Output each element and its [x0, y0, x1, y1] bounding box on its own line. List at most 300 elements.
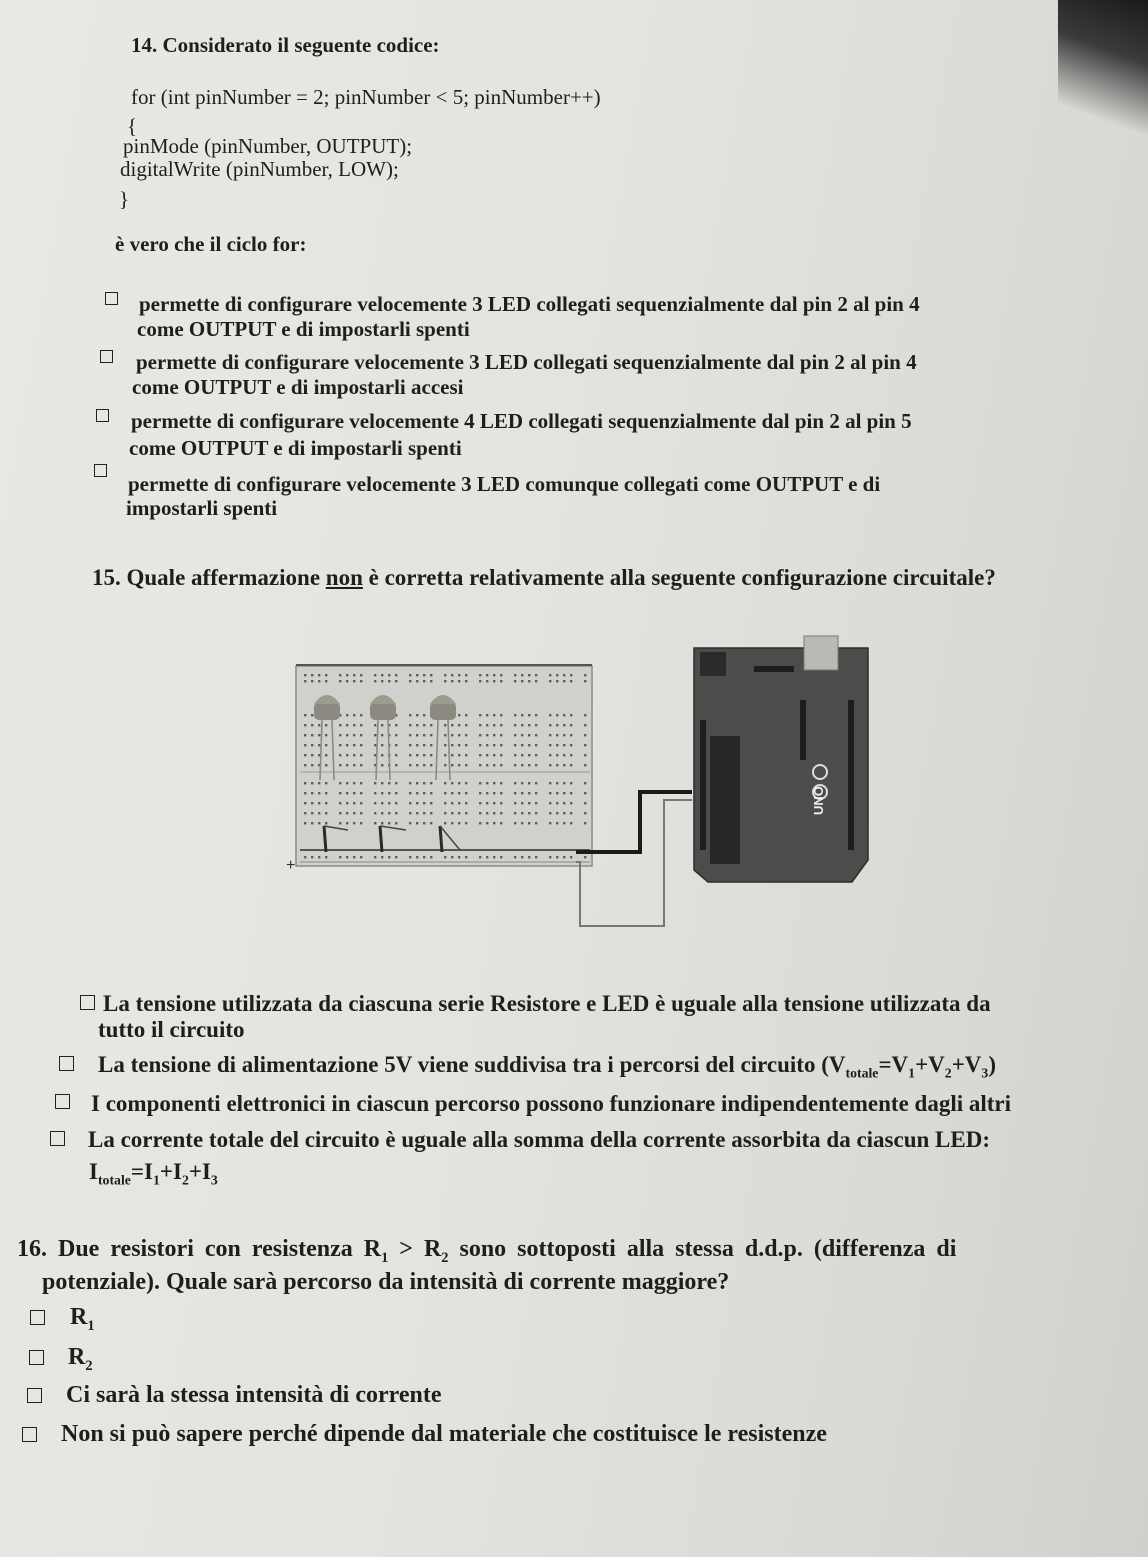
- breadboard-hole: [556, 674, 558, 676]
- breadboard-hole: [479, 792, 481, 794]
- breadboard-hole: [346, 764, 348, 766]
- breadboard-hole: [521, 822, 523, 824]
- breadboard-hole: [535, 674, 537, 676]
- breadboard-hole: [570, 734, 572, 736]
- breadboard-hole: [346, 792, 348, 794]
- breadboard-hole: [570, 754, 572, 756]
- breadboard-hole: [416, 754, 418, 756]
- breadboard-hole: [311, 764, 313, 766]
- breadboard-hole: [444, 724, 446, 726]
- breadboard-hole: [430, 812, 432, 814]
- breadboard-hole: [514, 856, 516, 858]
- breadboard-hole: [514, 734, 516, 736]
- breadboard-hole: [360, 822, 362, 824]
- q15-option-c-text: I componenti elettronici in ciascun percorso possono funzionare indipendentemente dagli altri: [91, 1091, 1012, 1116]
- breadboard-hole: [381, 822, 383, 824]
- breadboard-hole: [570, 802, 572, 804]
- breadboard-hole: [521, 714, 523, 716]
- breadboard-hole: [493, 680, 495, 682]
- breadboard-hole: [416, 822, 418, 824]
- breadboard-hole: [353, 822, 355, 824]
- breadboard-hole: [311, 724, 313, 726]
- breadboard-hole: [409, 754, 411, 756]
- q14-option-1-line-2: come OUTPUT e di impostarli spenti: [137, 317, 470, 341]
- breadboard-hole: [556, 764, 558, 766]
- breadboard-hole: [318, 856, 320, 858]
- breadboard-hole: [360, 856, 362, 858]
- breadboard-hole: [584, 764, 586, 766]
- q15-option-c-checkbox[interactable]: [55, 1094, 70, 1109]
- breadboard-hole: [430, 822, 432, 824]
- breadboard-hole: [430, 802, 432, 804]
- breadboard-hole: [311, 744, 313, 746]
- breadboard-hole: [416, 714, 418, 716]
- breadboard-hole: [479, 674, 481, 676]
- breadboard-hole: [570, 674, 572, 676]
- breadboard-hole: [493, 822, 495, 824]
- breadboard-hole: [486, 680, 488, 682]
- breadboard-hole: [346, 822, 348, 824]
- breadboard-hole: [444, 856, 446, 858]
- breadboard-hole: [339, 792, 341, 794]
- breadboard-hole: [549, 792, 551, 794]
- breadboard-hole: [584, 754, 586, 756]
- breadboard-hole: [339, 822, 341, 824]
- breadboard-hole: [339, 764, 341, 766]
- breadboard-hole: [416, 734, 418, 736]
- breadboard-hole: [500, 856, 502, 858]
- breadboard-hole: [479, 764, 481, 766]
- breadboard-hole: [318, 812, 320, 814]
- breadboard-hole: [500, 680, 502, 682]
- breadboard-hole: [528, 680, 530, 682]
- breadboard-hole: [563, 714, 565, 716]
- breadboard-hole: [395, 724, 397, 726]
- breadboard-hole: [528, 724, 530, 726]
- breadboard-hole: [339, 680, 341, 682]
- breadboard-hole: [549, 744, 551, 746]
- breadboard-hole: [325, 744, 327, 746]
- breadboard-hole: [311, 734, 313, 736]
- breadboard-hole: [353, 734, 355, 736]
- breadboard-hole: [465, 822, 467, 824]
- breadboard-hole: [325, 764, 327, 766]
- breadboard-hole: [528, 744, 530, 746]
- breadboard-hole: [584, 856, 586, 858]
- breadboard-hole: [563, 744, 565, 746]
- breadboard-hole: [311, 754, 313, 756]
- breadboard-hole: [451, 812, 453, 814]
- breadboard-hole: [395, 744, 397, 746]
- breadboard-hole: [444, 764, 446, 766]
- breadboard-hole: [360, 802, 362, 804]
- breadboard-hole: [458, 856, 460, 858]
- breadboard-hole: [563, 782, 565, 784]
- breadboard-hole: [556, 792, 558, 794]
- breadboard-hole: [528, 714, 530, 716]
- breadboard-hole: [304, 782, 306, 784]
- breadboard-hole: [423, 822, 425, 824]
- breadboard-hole: [570, 680, 572, 682]
- breadboard-hole: [535, 802, 537, 804]
- breadboard-hole: [304, 734, 306, 736]
- breadboard-hole: [381, 734, 383, 736]
- breadboard-hole: [584, 744, 586, 746]
- breadboard-hole: [556, 714, 558, 716]
- breadboard-hole: [339, 724, 341, 726]
- breadboard-hole: [458, 812, 460, 814]
- breadboard-hole: [430, 782, 432, 784]
- breadboard-hole: [479, 812, 481, 814]
- breadboard-hole: [325, 724, 327, 726]
- breadboard-hole: [570, 744, 572, 746]
- breadboard-hole: [409, 856, 411, 858]
- breadboard-hole: [584, 734, 586, 736]
- breadboard-hole: [423, 714, 425, 716]
- breadboard-hole: [325, 754, 327, 756]
- breadboard-hole: [570, 782, 572, 784]
- q16-option-d-checkbox[interactable]: [22, 1427, 37, 1442]
- circuit-diagram: [280, 630, 880, 935]
- breadboard-hole: [479, 782, 481, 784]
- breadboard-hole: [444, 792, 446, 794]
- breadboard-hole: [395, 674, 397, 676]
- breadboard-hole: [381, 856, 383, 858]
- breadboard-hole: [500, 782, 502, 784]
- breadboard-hole: [479, 734, 481, 736]
- breadboard-hole: [528, 674, 530, 676]
- q16-title-line-2: potenziale). Quale sarà percorso da intensità di corrente maggiore?: [42, 1269, 730, 1295]
- breadboard-hole: [528, 822, 530, 824]
- breadboard-hole: [423, 744, 425, 746]
- breadboard-hole: [339, 802, 341, 804]
- breadboard-hole: [430, 680, 432, 682]
- breadboard-hole: [493, 856, 495, 858]
- breadboard-hole: [563, 856, 565, 858]
- breadboard-hole: [416, 812, 418, 814]
- breadboard-hole: [514, 714, 516, 716]
- breadboard-hole: [423, 792, 425, 794]
- breadboard-hole: [535, 792, 537, 794]
- q16-option-c-checkbox[interactable]: [27, 1388, 42, 1403]
- breadboard-hole: [339, 782, 341, 784]
- breadboard-hole: [563, 764, 565, 766]
- breadboard-hole: [416, 674, 418, 676]
- breadboard-hole: [563, 734, 565, 736]
- breadboard-hole: [549, 674, 551, 676]
- breadboard-hole: [304, 822, 306, 824]
- breadboard-hole: [549, 802, 551, 804]
- breadboard-hole: [304, 680, 306, 682]
- breadboard-hole: [360, 812, 362, 814]
- breadboard-hole: [318, 734, 320, 736]
- breadboard-hole: [556, 802, 558, 804]
- page-corner-shadow: [1058, 0, 1148, 150]
- breadboard-hole: [451, 822, 453, 824]
- breadboard-hole: [444, 744, 446, 746]
- breadboard-hole: [549, 724, 551, 726]
- breadboard-hole: [479, 802, 481, 804]
- breadboard-hole: [465, 674, 467, 676]
- breadboard-hole: [353, 792, 355, 794]
- breadboard-hole: [514, 674, 516, 676]
- breadboard-hole: [409, 724, 411, 726]
- q14-title: 14. Considerato il seguente codice:: [131, 33, 440, 57]
- atmega-chip: [710, 736, 740, 864]
- breadboard-hole: [346, 802, 348, 804]
- q15-option-d-checkbox[interactable]: [50, 1131, 65, 1146]
- breadboard-hole: [353, 744, 355, 746]
- q16-option-r1-checkbox[interactable]: [30, 1310, 45, 1325]
- breadboard-hole: [535, 764, 537, 766]
- breadboard-hole: [493, 812, 495, 814]
- breadboard-hole: [486, 674, 488, 676]
- breadboard-hole: [584, 724, 586, 726]
- breadboard-hole: [500, 822, 502, 824]
- breadboard-hole: [535, 680, 537, 682]
- breadboard-hole: [465, 802, 467, 804]
- breadboard-hole: [458, 674, 460, 676]
- q15-option-b-checkbox[interactable]: [59, 1056, 74, 1071]
- breadboard-hole: [458, 744, 460, 746]
- breadboard-hole: [584, 782, 586, 784]
- breadboard-hole: [500, 792, 502, 794]
- breadboard-hole: [514, 744, 516, 746]
- breadboard-hole: [493, 754, 495, 756]
- breadboard-hole: [584, 802, 586, 804]
- breadboard-hole: [388, 782, 390, 784]
- breadboard-hole: [584, 792, 586, 794]
- breadboard-hole: [458, 680, 460, 682]
- q14-option-3-checkbox[interactable]: [96, 409, 109, 422]
- wire-grey: [576, 800, 692, 926]
- breadboard-hole: [521, 674, 523, 676]
- breadboard-hole: [360, 764, 362, 766]
- breadboard-hole: [374, 744, 376, 746]
- breadboard-hole: [521, 856, 523, 858]
- breadboard-hole: [570, 856, 572, 858]
- breadboard-hole: [346, 714, 348, 716]
- breadboard-hole: [395, 782, 397, 784]
- breadboard-hole: [549, 812, 551, 814]
- breadboard-hole: [465, 680, 467, 682]
- breadboard-hole: [549, 714, 551, 716]
- breadboard-hole: [381, 812, 383, 814]
- breadboard-hole: [444, 812, 446, 814]
- breadboard-hole: [451, 734, 453, 736]
- breadboard-hole: [479, 822, 481, 824]
- q16-option-r2-checkbox[interactable]: [29, 1350, 44, 1365]
- q14-prompt: è vero che il ciclo for:: [115, 232, 307, 256]
- breadboard-hole: [416, 856, 418, 858]
- breadboard-hole: [353, 714, 355, 716]
- breadboard-hole: [423, 724, 425, 726]
- breadboard-hole: [304, 674, 306, 676]
- breadboard-hole: [514, 802, 516, 804]
- breadboard-hole: [535, 714, 537, 716]
- breadboard-hole: [374, 724, 376, 726]
- breadboard-hole: [535, 856, 537, 858]
- breadboard-hole: [570, 714, 572, 716]
- breadboard-hole: [423, 782, 425, 784]
- breadboard-hole: [325, 680, 327, 682]
- breadboard-hole: [465, 782, 467, 784]
- breadboard-hole: [528, 782, 530, 784]
- breadboard-hole: [514, 812, 516, 814]
- breadboard-hole: [556, 754, 558, 756]
- breadboard-hole: [409, 734, 411, 736]
- breadboard-hole: [325, 856, 327, 858]
- breadboard-hole: [556, 812, 558, 814]
- breadboard-hole: [304, 724, 306, 726]
- breadboard-hole: [521, 782, 523, 784]
- breadboard-hole: [325, 792, 327, 794]
- breadboard-hole: [458, 764, 460, 766]
- breadboard-hole: [325, 802, 327, 804]
- breadboard-hole: [388, 812, 390, 814]
- breadboard-hole: [493, 764, 495, 766]
- breadboard-hole: [318, 782, 320, 784]
- breadboard-hole: [353, 812, 355, 814]
- breadboard-hole: [500, 754, 502, 756]
- breadboard-hole: [521, 754, 523, 756]
- breadboard-hole: [535, 782, 537, 784]
- breadboard-hole: [479, 856, 481, 858]
- breadboard-hole: [514, 754, 516, 756]
- breadboard-hole: [374, 792, 376, 794]
- q14-option-2-line-1: permette di configurare velocemente 3 LED collegati sequenzialmente dal pin 2 al pin 4: [136, 350, 917, 374]
- breadboard-hole: [444, 734, 446, 736]
- breadboard-hole: [493, 792, 495, 794]
- breadboard-hole: [416, 764, 418, 766]
- breadboard-hole: [353, 782, 355, 784]
- q14-option-4-line-1: permette di configurare velocemente 3 LED comunque collegati come OUTPUT e di: [128, 472, 881, 496]
- breadboard-hole: [500, 764, 502, 766]
- breadboard-hole: [430, 856, 432, 858]
- q15-option-d-line-1: La corrente totale del circuito è uguale alla somma della corrente assorbita da ciascun LED:: [88, 1127, 990, 1152]
- breadboard-hole: [451, 856, 453, 858]
- breadboard-hole: [318, 792, 320, 794]
- q14-option-2-checkbox[interactable]: [100, 350, 113, 363]
- breadboard-hole: [304, 714, 306, 716]
- breadboard-hole: [563, 792, 565, 794]
- breadboard-hole: [423, 754, 425, 756]
- breadboard-hole: [304, 812, 306, 814]
- breadboard-hole: [570, 812, 572, 814]
- breadboard-hole: [486, 744, 488, 746]
- breadboard-hole: [423, 802, 425, 804]
- breadboard-hole: [388, 674, 390, 676]
- breadboard-hole: [535, 754, 537, 756]
- q16-title-line-1: 16. Due resistori con resistenza $R_1 > R_2$ sono sottoposti alla stessa d.d.p. (differenza di: [17, 1236, 957, 1266]
- breadboard-hole: [444, 802, 446, 804]
- breadboard-hole: [486, 812, 488, 814]
- breadboard-hole: [353, 754, 355, 756]
- breadboard-hole: [395, 802, 397, 804]
- breadboard-hole: [381, 680, 383, 682]
- breadboard-hole: [325, 674, 327, 676]
- breadboard-hole: [353, 856, 355, 858]
- breadboard-hole: [584, 822, 586, 824]
- q14-option-1-checkbox[interactable]: [105, 292, 118, 305]
- breadboard-hole: [360, 674, 362, 676]
- breadboard-hole: [570, 822, 572, 824]
- breadboard-hole: [311, 674, 313, 676]
- q14-option-4-checkbox[interactable]: [94, 464, 107, 477]
- breadboard-hole: [423, 812, 425, 814]
- breadboard-hole: [500, 802, 502, 804]
- breadboard-hole: [318, 674, 320, 676]
- breadboard-hole: [563, 812, 565, 814]
- q15-option-d-line-2: $I_{totale}=I_1+I_2+I_3$: [89, 1159, 218, 1188]
- breadboard-hole: [500, 724, 502, 726]
- breadboard-hole: [395, 680, 397, 682]
- breadboard-hole: [549, 754, 551, 756]
- breadboard-hole: [304, 754, 306, 756]
- breadboard-hole: [374, 812, 376, 814]
- breadboard-hole: [444, 782, 446, 784]
- breadboard-hole: [500, 734, 502, 736]
- breadboard-hole: [374, 680, 376, 682]
- q14-option-4-line-2: impostarli spenti: [126, 496, 278, 520]
- q15-option-b-text: La tensione di alimentazione 5V viene suddivisa tra i percorsi del circuito $(V_{totale}=V_1+V_2+V_3)$: [98, 1052, 996, 1081]
- breadboard-hole: [451, 724, 453, 726]
- breadboard-hole: [458, 792, 460, 794]
- breadboard-hole: [381, 724, 383, 726]
- breadboard-hole: [423, 764, 425, 766]
- breadboard-hole: [416, 782, 418, 784]
- breadboard-hole: [528, 754, 530, 756]
- breadboard-hole: [325, 812, 327, 814]
- breadboard-hole: [311, 812, 313, 814]
- q15-option-a-checkbox[interactable]: [80, 995, 95, 1010]
- q14-option-3-line-1: permette di configurare velocemente 4 LED collegati sequenzialmente dal pin 2 al pin 5: [131, 409, 912, 433]
- breadboard-hole: [374, 674, 376, 676]
- q14-code-line-2: {: [127, 114, 138, 138]
- breadboard-hole: [500, 714, 502, 716]
- q16-option-d-text: Non si può sapere perché dipende dal materiale che costituisce le resistenze: [61, 1421, 827, 1447]
- breadboard-hole: [521, 680, 523, 682]
- breadboard-hole: [465, 792, 467, 794]
- breadboard-hole: [430, 724, 432, 726]
- breadboard-hole: [430, 674, 432, 676]
- breadboard-hole: [479, 724, 481, 726]
- breadboard-hole: [451, 764, 453, 766]
- breadboard-hole: [311, 802, 313, 804]
- breadboard-hole: [353, 724, 355, 726]
- breadboard-hole: [416, 802, 418, 804]
- breadboard-hole: [451, 744, 453, 746]
- breadboard-hole: [311, 792, 313, 794]
- breadboard-hole: [493, 724, 495, 726]
- breadboard-hole: [465, 764, 467, 766]
- breadboard-hole: [486, 856, 488, 858]
- breadboard-hole: [549, 764, 551, 766]
- breadboard-hole: [374, 734, 376, 736]
- breadboard-hole: [409, 744, 411, 746]
- breadboard-hole: [458, 754, 460, 756]
- breadboard-hole: [423, 674, 425, 676]
- breadboard-hole: [311, 714, 313, 716]
- breadboard-hole: [521, 734, 523, 736]
- q15-option-a-line-2: tutto il circuito: [98, 1017, 245, 1042]
- breadboard-hole: [395, 812, 397, 814]
- q16-option-c-text: Ci sarà la stessa intensità di corrente: [66, 1382, 442, 1408]
- breadboard-hole: [458, 822, 460, 824]
- breadboard-hole: [549, 734, 551, 736]
- breadboard-hole: [556, 744, 558, 746]
- breadboard-hole: [451, 792, 453, 794]
